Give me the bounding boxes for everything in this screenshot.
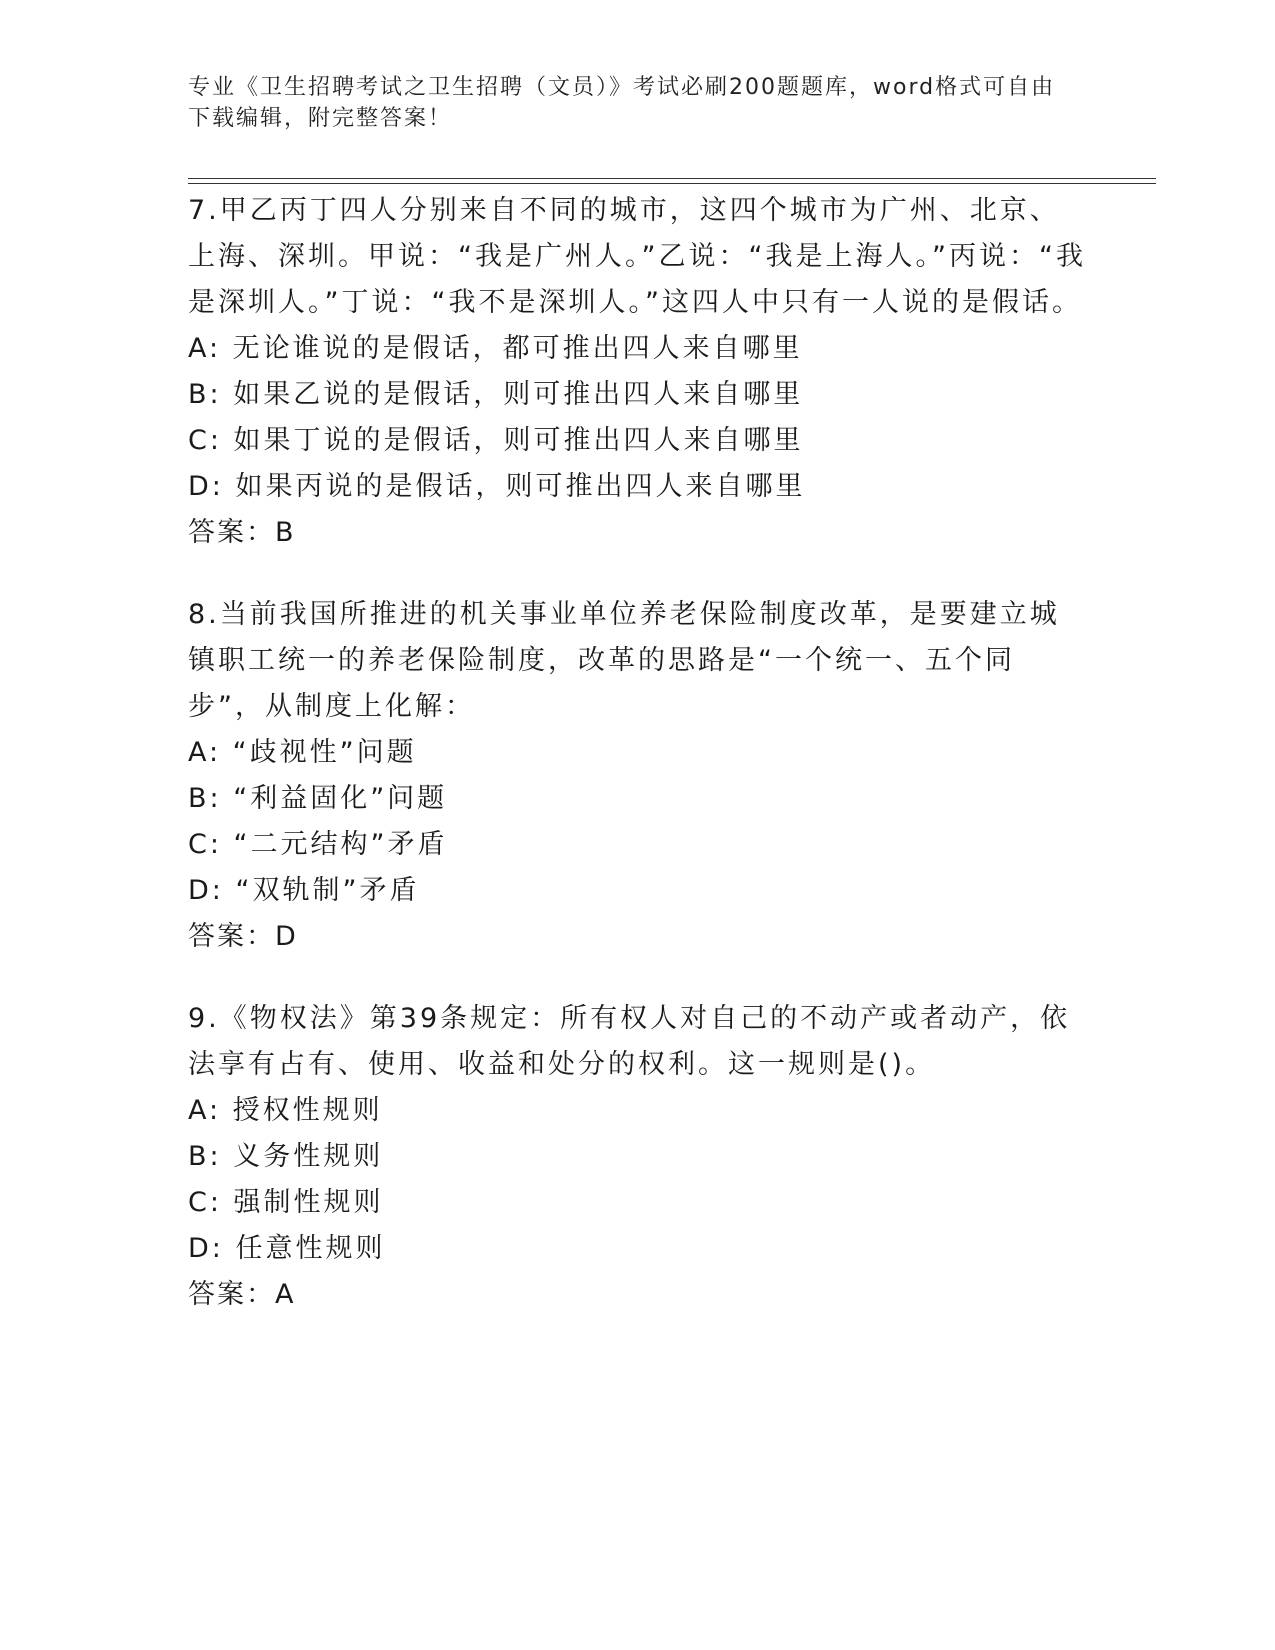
option-b: B: 义务性规则 bbox=[188, 1141, 384, 1172]
question-stem: 8.当前我国所推进的机关事业单位养老保险制度改革，是要建立城镇职工统一的养老保险制度，改革的思路是“一个统一、五个同步”，从制度上化解： bbox=[188, 599, 1060, 722]
option-c: C: 如果丁说的是假话，则可推出四人来自哪里 bbox=[188, 425, 804, 456]
question-stem: 7.甲乙丙丁四人分别来自不同的城市，这四个城市为广州、北京、上海、深圳。甲说：“我是广州人。”乙说：“我是上海人。”丙说：“我是深圳人。”丁说：“我不是深圳人。”这四人中只有一人说的是假话。 bbox=[188, 195, 1086, 318]
option-b: B: “利益固化”问题 bbox=[188, 783, 448, 814]
option-a: A: 授权性规则 bbox=[188, 1095, 383, 1126]
header-divider-bottom bbox=[188, 183, 1156, 184]
question-9 bbox=[188, 996, 1088, 1318]
answer-line: 答案：B bbox=[188, 517, 296, 548]
question-list bbox=[188, 188, 1088, 1354]
document-header: 专业《卫生招聘考试之卫生招聘（文员）》考试必刷200题题库，word格式可自由下载编辑，附完整答案！ bbox=[188, 75, 1056, 131]
answer-line: 答案：D bbox=[188, 921, 298, 952]
option-c: C: “二元结构”矛盾 bbox=[188, 829, 448, 860]
question-stem: 9.《物权法》第39条规定：所有权人对自己的不动产或者动产，依法享有占有、使用、收益和处分的权利。这一规则是()。 bbox=[188, 1003, 1071, 1080]
option-b: B: 如果乙说的是假话，则可推出四人来自哪里 bbox=[188, 379, 804, 410]
header-divider-top bbox=[188, 178, 1156, 179]
option-a: A: “歧视性”问题 bbox=[188, 737, 417, 768]
question-8 bbox=[188, 592, 1088, 960]
option-d: D: “双轨制”矛盾 bbox=[188, 875, 420, 906]
option-d: D: 任意性规则 bbox=[188, 1233, 386, 1264]
option-c: C: 强制性规则 bbox=[188, 1187, 384, 1218]
option-a: A: 无论谁说的是假话，都可推出四人来自哪里 bbox=[188, 333, 803, 364]
option-d: D: 如果丙说的是假话，则可推出四人来自哪里 bbox=[188, 471, 806, 502]
question-7 bbox=[188, 188, 1088, 556]
answer-line: 答案：A bbox=[188, 1279, 296, 1310]
